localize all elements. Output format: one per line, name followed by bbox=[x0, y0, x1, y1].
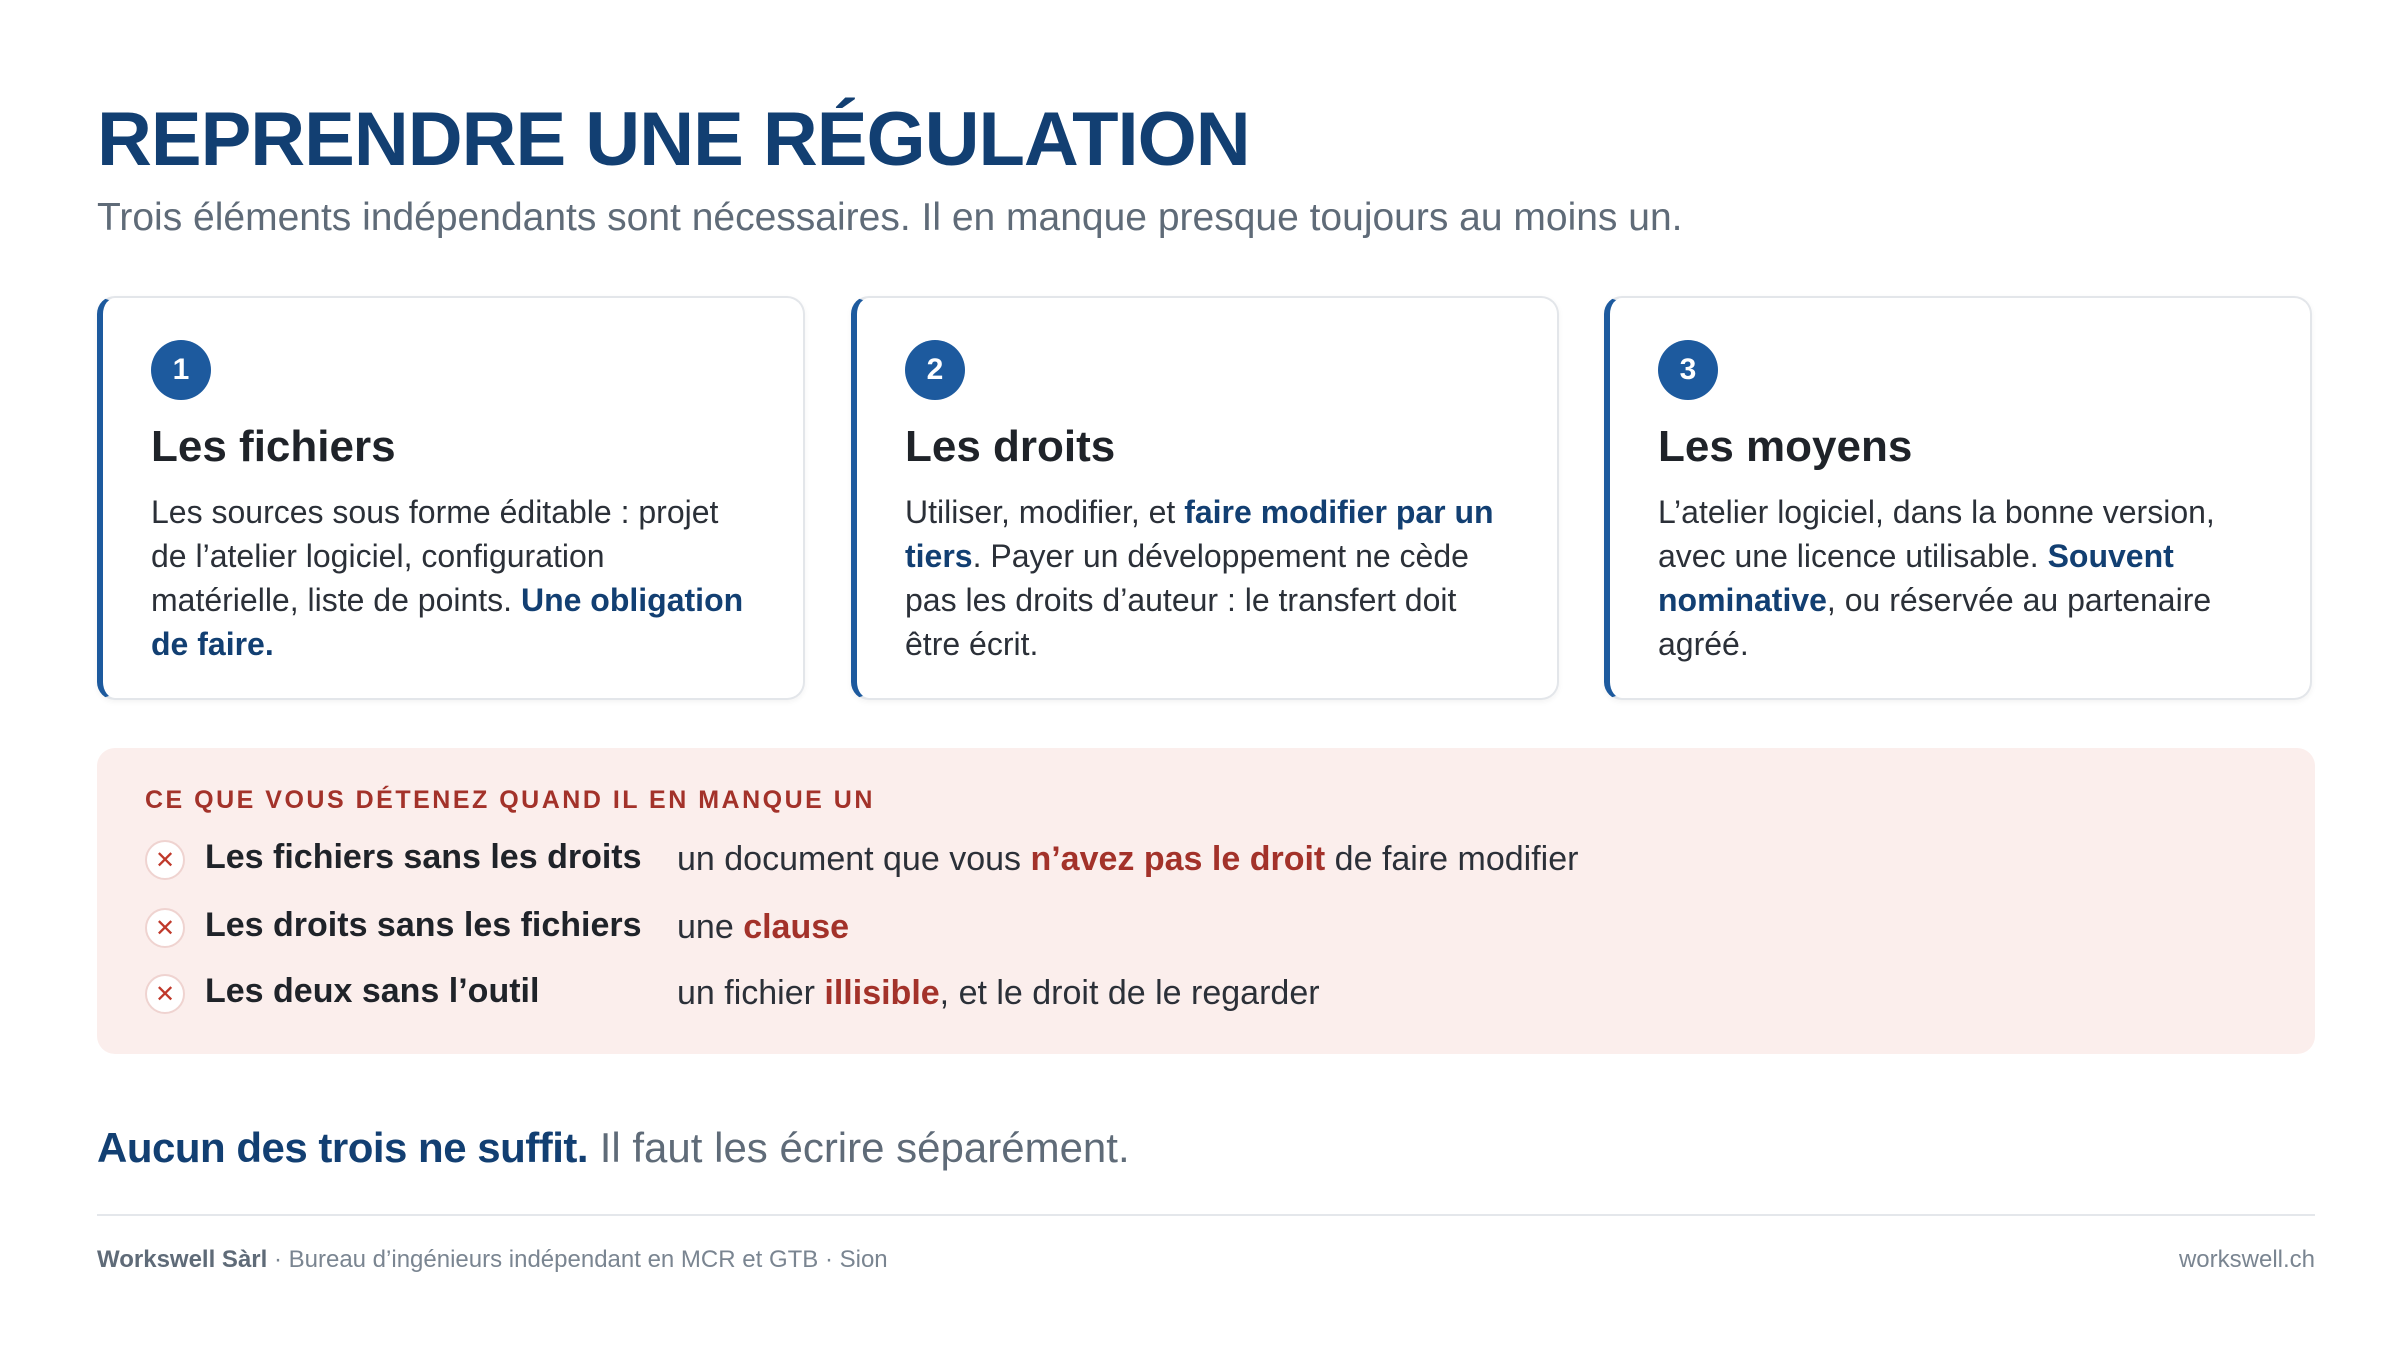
step-number-badge: 2 bbox=[905, 340, 965, 400]
step-number-badge: 3 bbox=[1658, 340, 1718, 400]
footer-company bbox=[97, 1246, 888, 1274]
conclusion: Aucun des trois ne suffit. Il faut les écrire séparément. bbox=[97, 1124, 1130, 1171]
missing-description: un fichier illisible, et le droit de le regarder bbox=[677, 974, 1320, 1012]
list-item bbox=[145, 836, 2245, 892]
card-droits bbox=[851, 296, 1559, 700]
card-fichiers bbox=[97, 296, 805, 700]
close-icon: ✕ bbox=[145, 908, 185, 948]
card-title: Les droits bbox=[905, 422, 1116, 471]
page-title: REPRENDRE UNE RÉGULATION bbox=[97, 97, 1250, 182]
company-name: Workswell Sàrl bbox=[97, 1246, 268, 1273]
page-subtitle: Trois éléments indépendants sont nécessaires. Il en manque presque toujours au moins un. bbox=[97, 196, 1683, 239]
cards-row bbox=[97, 296, 2315, 704]
card-body: Les sources sous forme éditable : projet de l’atelier logiciel, configuration matérielle, liste de points. Une obligation de faire. bbox=[151, 494, 744, 662]
card-title: Les moyens bbox=[1658, 422, 1913, 471]
list-item bbox=[145, 904, 2245, 960]
card-emphasis: Une obligation de faire. bbox=[151, 582, 744, 662]
card-body: L’atelier logiciel, dans la bonne version, avec une licence utilisable. Souvent nominative, ou réservée au partenaire agréé. bbox=[1658, 494, 2215, 662]
list-item bbox=[145, 970, 2245, 1026]
step-number-badge: 1 bbox=[151, 340, 211, 400]
missing-element-panel bbox=[97, 748, 2315, 1054]
footer-divider bbox=[97, 1214, 2315, 1216]
missing-label: Les fichiers sans les droits bbox=[205, 838, 642, 876]
card-body: Utiliser, modifier, et faire modifier par un tiers. Payer un développement ne cède pas les droits d’auteur : le transfert doit être écrit. bbox=[905, 494, 1494, 662]
card-title: Les fichiers bbox=[151, 422, 396, 471]
company-tagline: · Bureau d’ingénieurs indépendant en MCR et GTB · Sion bbox=[267, 1246, 888, 1273]
card-emphasis: faire modifier par un tiers bbox=[905, 494, 1494, 574]
card-moyens bbox=[1604, 296, 2312, 700]
missing-label: Les droits sans les fichiers bbox=[205, 906, 642, 944]
card-emphasis: Souvent nominative bbox=[1658, 538, 2174, 618]
missing-description: un document que vous n’avez pas le droit de faire modifier bbox=[677, 840, 1579, 878]
slide bbox=[97, 0, 2315, 1350]
close-icon: ✕ bbox=[145, 840, 185, 880]
panel-title: CE QUE VOUS DÉTENEZ QUAND IL EN MANQUE UN bbox=[145, 786, 875, 814]
conclusion-emphasis: Aucun des trois ne suffit. bbox=[97, 1124, 589, 1171]
missing-label: Les deux sans l’outil bbox=[205, 972, 540, 1010]
missing-description: une clause bbox=[677, 908, 850, 946]
footer-website: workswell.ch bbox=[2178, 1246, 2315, 1273]
close-icon: ✕ bbox=[145, 974, 185, 1014]
